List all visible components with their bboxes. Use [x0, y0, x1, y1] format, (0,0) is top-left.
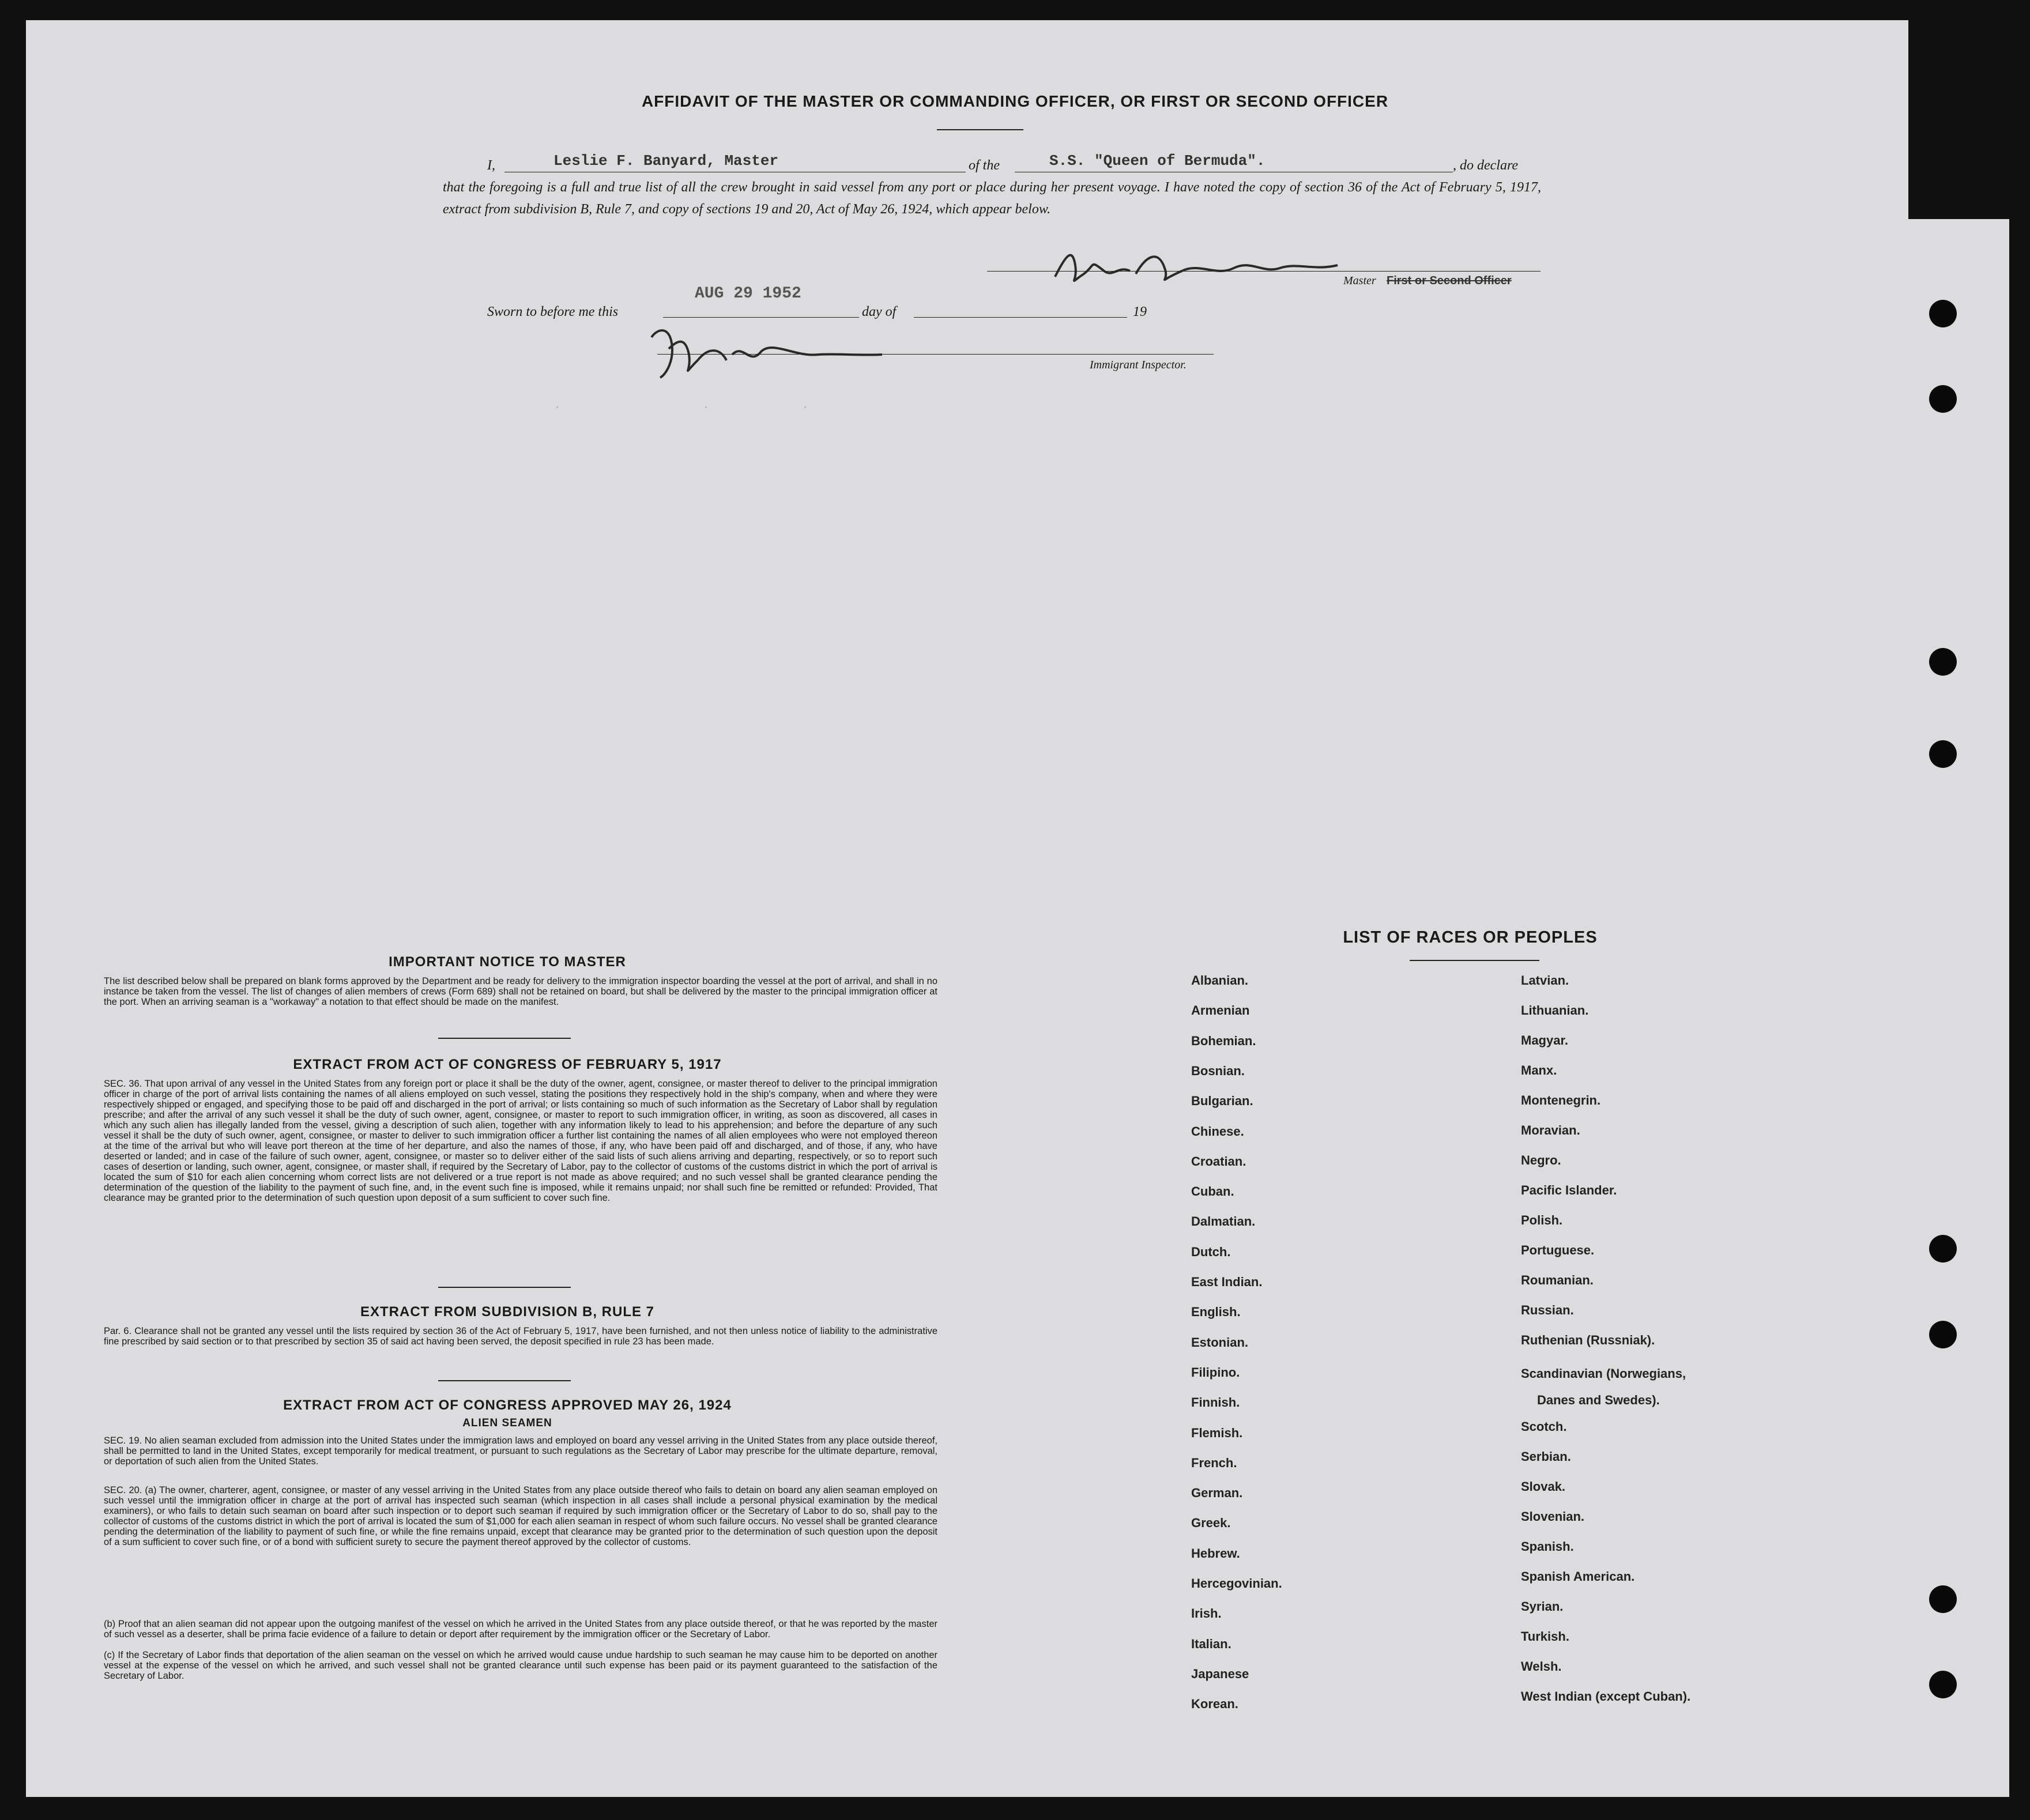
race-item: Finnish. [1191, 1395, 1240, 1410]
struck-officer-caption: First or Second Officer [1387, 274, 1512, 287]
race-item: Russian. [1521, 1303, 1574, 1317]
date-underline [663, 317, 859, 318]
punch-hole [1929, 740, 1957, 768]
race-item: Filipino. [1191, 1365, 1240, 1380]
punch-hole [1929, 300, 1957, 327]
race-item: Bosnian. [1191, 1063, 1245, 1078]
affidavit-title: AFFIDAVIT OF THE MASTER OR COMMANDING OFFICER, OR FIRST OR SECOND OFFICER [641, 92, 1389, 110]
race-item: Cuban. [1191, 1184, 1234, 1199]
race-item: Chinese. [1191, 1124, 1244, 1139]
title-divider [937, 129, 1023, 130]
sec20a-text: SEC. 20. (a) The owner, charterer, agent, consignee, or master of any vessel arriving in the United States from any place outside thereof who fails to detain on board any alien seaman employed on such vessel until the immigration officer in charge at the port of arrival has inspected such seaman (which inspection in all cases shall include a personal physical examination by the medical examiners), or who fails to detain such seaman on board after such inspection or to deport such seaman if required by such immigration officer or the Secretary of Labor to do so, shall pay to the collector of customs of the customs district in which the port of arrival is located the sum of $1,000 for each alien seaman in respect of whom such failure occurs. No vessel shall be granted clearance pending the determination of the liability to payment of such fine, or while the fine remains unpaid, except that clearance may be granted prior to the determination of such question upon the deposit of a sum sufficient to cover such fine, or of a bond with sufficient surety to secure the payment thereof approved by the collector of customs. [104, 1485, 937, 1547]
race-item: Greek. [1191, 1516, 1231, 1531]
race-item: Dalmatian. [1191, 1214, 1256, 1229]
extract-1924-title: EXTRACT FROM ACT OF CONGRESS APPROVED MAY 26, 1924 [283, 1397, 732, 1413]
extract-1917-text: SEC. 36. That upon arrival of any vessel in the United States from any foreign port or place it shall be the duty of the owner, agent, consignee, or master thereof to deliver to the principal immigration officer in charge of the port of arrival lists containing the names of all aliens employed on such vessel, stating the positions they respectively hold in the ship's company, when and where they were respectively shipped or engaged, and specifying those to be paid off and discharged in the port of arrival; or lists containing so much of such information as the Secretary of Labor shall by regulation prescribe; and after the arrival of any such vessel it shall be the duty of such owner, agent, consignee, or master to report to such immigration officer, in writing, as soon as discovered, all cases in which any such alien has illegally landed from the vessel, giving a description of such alien, together with any information likely to lead to his apprehension; and before the departure of any such vessel it shall be the duty of such owner, agent, consignee, or master to deliver to such immigration officer a further list containing the names of all alien employees who were not employed thereon at the time of the arrival but who will leave port thereon at the time of her departure, and also the names of those, if any, who have been paid off and discharged, and of those, if any, who have deserted or landed; and in case of the failure of such owner, agent, consignee, or master so to deliver either of the said lists of such aliens arriving and departing, respectively, or so to report such cases of desertion or landing, such owner, agent, consignee, or master shall, if required by the Secretary of Labor, pay to the collector of customs of the customs district in which the port of arrival is located the sum of $10 for each alien concerning whom correct lists are not delivered or a true report is not made as above required; and no such vessel shall be granted clearance pending the determination of the question of the liability to the payment of such fine, and, in the event such fine is imposed, while it remains unpaid; nor shall such fine be remitted or refunded: Provided, That clearance may be granted prior to the determination of such question upon deposit of a sum sufficient to cover such fine. [104, 1079, 937, 1203]
race-item: German. [1191, 1486, 1243, 1501]
punch-hole [1929, 648, 1957, 676]
punch-hole [1929, 1671, 1957, 1698]
bleed-through-text: . . . [553, 398, 812, 412]
rule7-text: Par. 6. Clearance shall not be granted any vessel until the lists required by section 36 of the Act of February 5, 1917, have been furnished, and not then unless notice of liability to the administrative fine prescribed by said section or to that prescribed by section 35 of said act having been served, the deposit specified in rule 23 has been made. [104, 1326, 937, 1347]
race-item: Turkish. [1521, 1629, 1569, 1644]
sworn-year: 19 [1133, 304, 1147, 319]
race-item: East Indian. [1191, 1275, 1263, 1289]
race-item: Montenegrin. [1521, 1093, 1601, 1107]
race-item: Welsh. [1521, 1659, 1562, 1674]
race-item: Spanish. [1521, 1539, 1574, 1554]
inspector-signature [646, 320, 888, 383]
punch-hole [1929, 1585, 1957, 1613]
race-item: Korean. [1191, 1697, 1238, 1712]
sworn-day-of: day of [862, 304, 897, 319]
inspector-caption: Immigrant Inspector. [1090, 359, 1187, 371]
race-item: Italian. [1191, 1636, 1231, 1651]
signature-line [987, 271, 1541, 272]
race-item: Manx. [1521, 1063, 1557, 1077]
race-item: Portuguese. [1521, 1243, 1595, 1257]
affidavit-line1-prefix: I, [487, 158, 495, 173]
sec20b-text: (b) Proof that an alien seaman did not appear upon the outgoing manifest of the vessel on which he arrived in the United States from any place outside thereof, or that he was reported by the master of such vessel as a deserter, shall be prima facie evidence of a failure to detain or deport after requirement by the immigration officer or the Secretary of Labor. [104, 1619, 937, 1640]
punch-hole [1929, 1235, 1957, 1263]
race-item: Bulgarian. [1191, 1094, 1253, 1109]
race-item: Slovenian. [1521, 1509, 1585, 1524]
sworn-prefix: Sworn to before me this [487, 304, 619, 319]
race-item: Japanese [1191, 1666, 1249, 1681]
race-item: Serbian. [1521, 1449, 1571, 1464]
race-item: Slovak. [1521, 1479, 1566, 1494]
races-title: LIST OF RACES OR PEOPLES [1343, 928, 1598, 947]
race-item: English. [1191, 1305, 1241, 1320]
race-item: Flemish. [1191, 1425, 1243, 1440]
race-item: Scotch. [1521, 1419, 1567, 1434]
race-item: Scandinavian (Norwegians, [1521, 1366, 1686, 1381]
master-signature [1049, 242, 1349, 294]
affidavit-line1-mid: of the [969, 158, 1000, 173]
race-item: Syrian. [1521, 1599, 1564, 1614]
notice-title: IMPORTANT NOTICE TO MASTER [389, 954, 626, 970]
race-item: Albanian. [1191, 973, 1249, 988]
race-item: Magyar. [1521, 1033, 1568, 1047]
sworn-date-stamp: AUG 29 1952 [695, 285, 801, 303]
section-divider [438, 1038, 571, 1039]
race-item: Dutch. [1191, 1244, 1231, 1259]
master-caption: Master [1343, 274, 1376, 287]
sec20c-text: (c) If the Secretary of Labor finds that deportation of the alien seaman on the vessel on which he arrived would cause undue hardship to such seaman he may cause him to be deported on another vessel at the expense of the vessel on which he arrived, and such vessel shall not be granted clearance until such expense has been paid or its payment guaranteed to the satisfaction of the Secretary of Labor. [104, 1650, 937, 1681]
punch-hole [1929, 385, 1957, 413]
race-item: Roumanian. [1521, 1273, 1594, 1287]
race-item: Lithuanian. [1521, 1003, 1589, 1018]
sec19-text: SEC. 19. No alien seaman excluded from admission into the United States under the immigration laws and employed on board any vessel arriving in the United States from any place outside thereof, shall be permitted to land in the United States, except temporarily for medical treatment, or pursuant to such regulations as the Secretary of Labor may prescribe for the ultimate departure, removal, or deportation of such alien from the United States. [104, 1435, 937, 1467]
punch-hole [1929, 1321, 1957, 1348]
race-item: Hercegovinian. [1191, 1576, 1282, 1591]
vessel-name-typed: S.S. "Queen of Bermuda". [1049, 152, 1266, 169]
race-item: Pacific Islander. [1521, 1183, 1617, 1197]
affidavit-line1-suffix: , do declare [1453, 158, 1519, 173]
race-item: Estonian. [1191, 1335, 1249, 1350]
race-item: Polish. [1521, 1213, 1563, 1227]
race-item: French. [1191, 1455, 1237, 1470]
notice-text: The list described below shall be prepared on blank forms approved by the Department and be ready for delivery to the immigration inspector boarding the vessel at the port of arrival, and shall in no instance be taken from the vessel. The list of changes of alien members of crews (Form 689) shall not be retained on board, but shall be delivered by the master to the principal immigration officer at the port. When an arriving seaman is a "workaway" a notation to that effect should be made on the manifest. [104, 976, 937, 1007]
race-item: Moravian. [1521, 1123, 1580, 1137]
inspector-line [657, 354, 1214, 355]
race-item: West Indian (except Cuban). [1521, 1689, 1691, 1704]
race-item: Danes and Swedes). [1537, 1393, 1660, 1407]
races-divider [1410, 960, 1539, 961]
rule7-title: EXTRACT FROM SUBDIVISION B, RULE 7 [360, 1304, 655, 1320]
race-item: Spanish American. [1521, 1569, 1635, 1584]
race-item: Negro. [1521, 1153, 1561, 1167]
extract-1917-title: EXTRACT FROM ACT OF CONGRESS OF FEBRUARY 5, 1917 [293, 1057, 722, 1072]
extract-1924-subtitle: ALIEN SEAMEN [462, 1417, 552, 1429]
section-divider [438, 1287, 571, 1288]
race-item: Ruthenian (Russniak). [1521, 1333, 1655, 1347]
race-item: Croatian. [1191, 1154, 1246, 1169]
document-sheet-edge [1891, 219, 2009, 1797]
race-item: Bohemian. [1191, 1033, 1256, 1048]
section-divider [438, 1380, 571, 1381]
race-item: Latvian. [1521, 973, 1569, 988]
month-underline [914, 317, 1127, 318]
race-item: Armenian [1191, 1003, 1250, 1018]
race-item: Irish. [1191, 1606, 1222, 1621]
affidavit-body: that the foregoing is a full and true list of all the crew brought in said vessel from any port or place during her present voyage. I have noted the copy of section 36 of the Act of February 5, 1917, extract from subdivision B, Rule 7, and copy of sections 19 and 20, Act of May 26, 1924, which appear below. [443, 180, 1541, 217]
master-name-typed: Leslie F. Banyard, Master [553, 152, 779, 169]
race-item: Hebrew. [1191, 1546, 1240, 1561]
